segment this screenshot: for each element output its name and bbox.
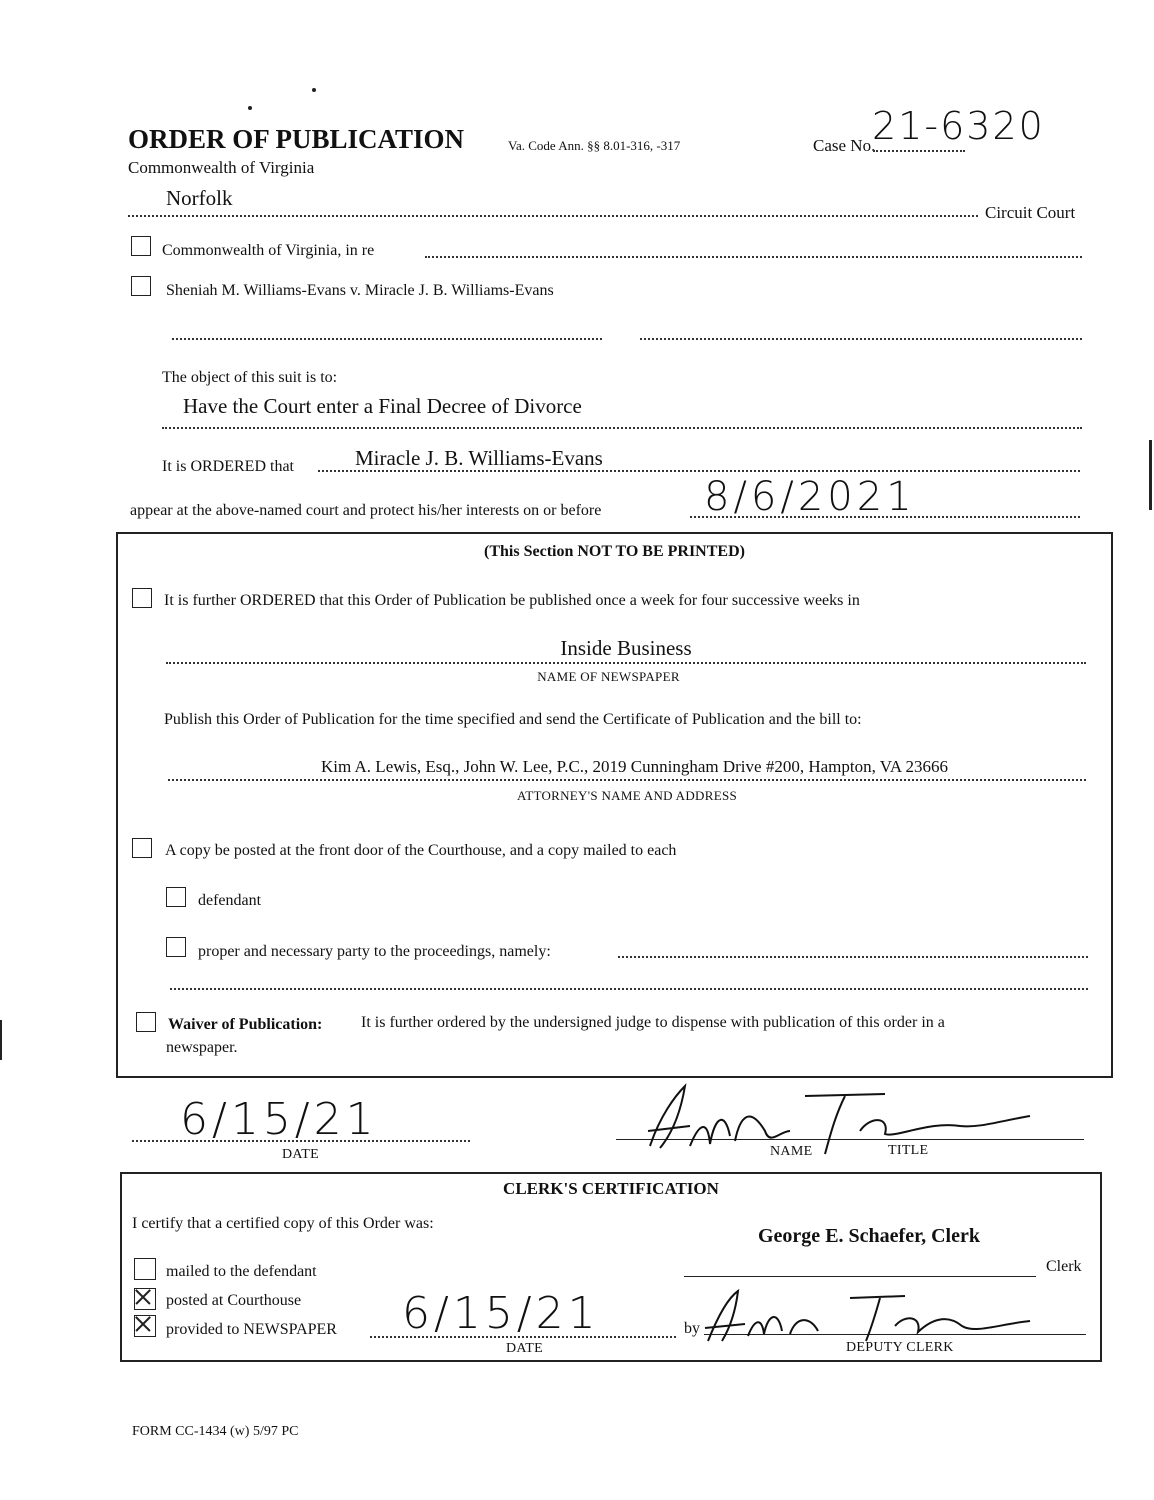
provided-newspaper-label: provided to NEWSPAPER	[166, 1321, 337, 1338]
ordered-label: It is ORDERED that	[162, 458, 294, 475]
title-caption: TITLE	[888, 1143, 929, 1158]
clerk-date-caption: DATE	[506, 1341, 543, 1356]
form-id: FORM CC-1434 (w) 5/97 PC	[132, 1424, 299, 1439]
appearance-date: 8/6/2021	[704, 474, 916, 520]
waiver-label: Waiver of Publication:	[168, 1016, 323, 1033]
posted-text: A copy be posted at the front door of the Courthouse, and a copy mailed to each	[165, 842, 677, 859]
newspaper-line	[166, 662, 1086, 664]
judge-signature	[630, 1076, 1050, 1156]
form-title: ORDER OF PUBLICATION	[128, 124, 465, 154]
by-label: by	[684, 1320, 700, 1337]
court-suffix: Circuit Court	[985, 203, 1076, 222]
not-printed-heading: (This Section NOT TO BE PRINTED)	[484, 543, 745, 560]
posted-checkbox[interactable]	[132, 838, 152, 858]
posted-courthouse-label: posted at Courthouse	[166, 1292, 302, 1309]
commonwealth-line	[425, 256, 1082, 258]
clerk-line	[684, 1276, 1036, 1277]
stray-mark	[248, 106, 252, 110]
certify-text: I certify that a certified copy of this Order was:	[132, 1215, 434, 1232]
send-text: Publish this Order of Publication for the time specified and send the Certificate of Publication and the bill to:	[164, 711, 862, 728]
object-value: Have the Court enter a Final Decree of Divorce	[183, 394, 582, 418]
case-number-line	[873, 150, 965, 152]
attorney-info: Kim A. Lewis, Esq., John W. Lee, P.C., 2019 Cunningham Drive #200, Hampton, VA 23666	[321, 757, 948, 776]
publish-checkbox[interactable]	[132, 588, 152, 608]
not-printed-section	[116, 532, 1113, 1078]
mailed-checkbox[interactable]	[134, 1258, 156, 1280]
proper-party-label: proper and necessary party to the proceedings, namely:	[198, 943, 551, 960]
attorney-caption: ATTORNEY'S NAME AND ADDRESS	[516, 788, 738, 803]
case-number-label: Case No.	[813, 136, 876, 155]
object-label: The object of this suit is to:	[162, 369, 338, 386]
signature-date: 6/15/21	[180, 1094, 378, 1145]
deputy-signature	[700, 1286, 1040, 1346]
name-caption: NAME	[770, 1144, 813, 1159]
attorney-line	[168, 779, 1086, 781]
clerk-date: 6/15/21	[402, 1288, 600, 1339]
defendant-label: defendant	[198, 892, 262, 909]
waiver-text-2: newspaper.	[166, 1039, 238, 1056]
code-reference: Va. Code Ann. §§ 8.01-316, -317	[508, 138, 681, 153]
party-line-left	[172, 338, 602, 340]
newspaper-caption: NAME OF NEWSPAPER	[537, 669, 680, 684]
newspaper-name: Inside Business	[560, 636, 692, 660]
waiver-checkbox[interactable]	[136, 1012, 156, 1032]
proper-party-checkbox[interactable]	[166, 937, 186, 957]
ordered-party: Miracle J. B. Williams-Evans	[355, 446, 603, 470]
edge-mark	[1149, 440, 1152, 510]
mailed-label: mailed to the defendant	[166, 1263, 317, 1280]
deputy-caption: DEPUTY CLERK	[846, 1340, 954, 1355]
court-name: Norfolk	[166, 186, 233, 210]
proper-party-line	[618, 956, 1088, 958]
clerk-label: Clerk	[1046, 1258, 1082, 1275]
commonwealth-label: Commonwealth of Virginia, in re	[162, 242, 375, 259]
signature-date-caption: DATE	[282, 1147, 319, 1162]
posted-courthouse-checkbox[interactable]	[134, 1288, 156, 1310]
form-subtitle: Commonwealth of Virginia	[128, 158, 315, 177]
stray-mark	[312, 88, 316, 92]
commonwealth-checkbox[interactable]	[131, 236, 151, 256]
case-style: Sheniah M. Williams-Evans v. Miracle J. B. Williams-Evans	[166, 282, 554, 299]
publish-text: It is further ORDERED that this Order of Publication be published once a week for four successive weeks in	[164, 592, 860, 609]
proper-party-line-2	[170, 988, 1088, 990]
clerk-name-stamp: George E. Schaefer, Clerk	[758, 1225, 980, 1247]
provided-newspaper-checkbox[interactable]	[134, 1315, 156, 1337]
defendant-checkbox[interactable]	[166, 887, 186, 907]
appear-text: appear at the above-named court and protect his/her interests on or before	[130, 502, 602, 519]
party-line-right	[640, 338, 1082, 340]
waiver-text: It is further ordered by the undersigned judge to dispense with publication of this order in a	[361, 1014, 945, 1031]
object-line	[162, 427, 1082, 429]
case-number: 21-6320	[872, 104, 1045, 148]
case-style-checkbox[interactable]	[131, 276, 151, 296]
edge-mark	[0, 1020, 2, 1060]
court-line	[128, 215, 978, 217]
clerk-heading: CLERK'S CERTIFICATION	[503, 1179, 719, 1198]
